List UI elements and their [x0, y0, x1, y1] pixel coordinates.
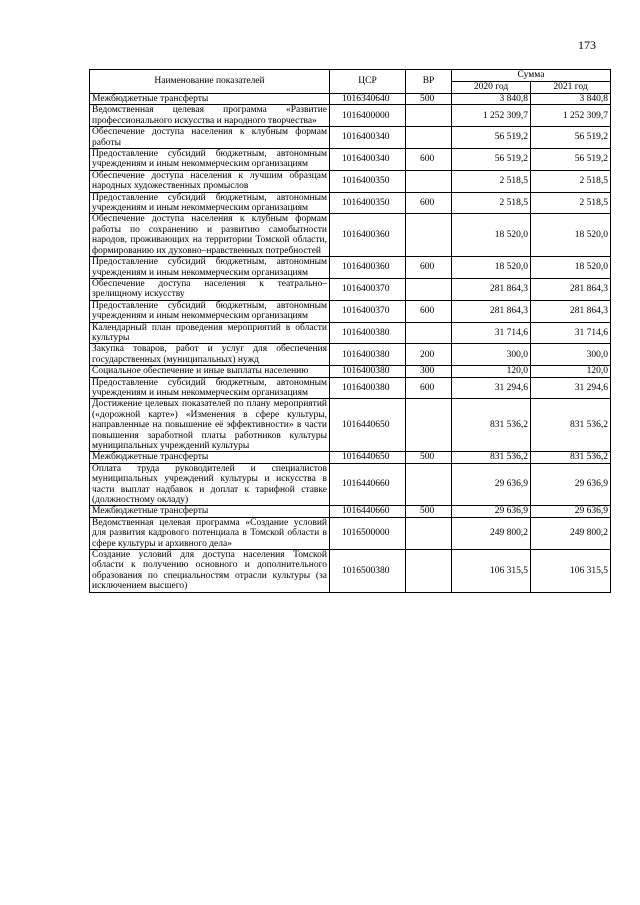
row-2021: 2 518,5: [531, 170, 611, 192]
table-row: [90, 94, 611, 105]
row-2020: 2 518,5: [452, 170, 531, 192]
row-csr: 1016440650: [330, 452, 406, 463]
row-vr: 500: [406, 94, 452, 105]
row-2021: 120,0: [531, 366, 611, 377]
row-2020: 56 519,2: [452, 149, 531, 171]
row-2020: 18 520,0: [452, 214, 531, 257]
row-name: Межбюджетные трансферты: [90, 452, 330, 463]
row-vr: [406, 550, 452, 593]
header-2020: 2020 год: [452, 82, 531, 94]
table-body: [90, 94, 611, 593]
table-row: [90, 506, 611, 517]
row-name: Предоставление субсидий бюджетным, автономным учреждениям и иным некоммерческим организациям: [90, 149, 330, 171]
row-vr: 600: [406, 300, 452, 322]
row-2021: 300,0: [531, 344, 611, 366]
table-row: [90, 105, 611, 127]
row-csr: 1016400340: [330, 149, 406, 171]
row-csr: 1016340640: [330, 94, 406, 105]
table-row: [90, 214, 611, 257]
table-row: [90, 452, 611, 463]
table-row: [90, 377, 611, 399]
table-row: [90, 170, 611, 192]
row-vr: [406, 399, 452, 452]
row-2020: 31 714,6: [452, 322, 531, 344]
table-row: [90, 192, 611, 214]
row-2020: 3 840,8: [452, 94, 531, 105]
row-2021: 31 714,6: [531, 322, 611, 344]
table-row: [90, 366, 611, 377]
table-row: [90, 278, 611, 300]
row-vr: [406, 278, 452, 300]
row-2020: 300,0: [452, 344, 531, 366]
row-2020: 2 518,5: [452, 192, 531, 214]
header-2021: 2021 год: [531, 82, 611, 94]
row-2020: 1 252 309,7: [452, 105, 531, 127]
row-name: Предоставление субсидий бюджетным, автономным учреждениям и иным некоммерческим организациям: [90, 377, 330, 399]
row-2020: 249 800,2: [452, 517, 531, 549]
row-2021: 831 536,2: [531, 399, 611, 452]
row-name: Обеспечение доступа населения к клубным формам работы по сохранению и развитию самобытности народов, проживающих на территории Томской области, формированию их духовно–нравственных потребностей: [90, 214, 330, 257]
row-2021: 281 864,3: [531, 278, 611, 300]
row-2020: 56 519,2: [452, 127, 531, 149]
row-csr: 1016400370: [330, 278, 406, 300]
row-2021: 281 864,3: [531, 300, 611, 322]
row-2020: 29 636,9: [452, 463, 531, 506]
header-row-top: [90, 70, 611, 82]
budget-table: [89, 69, 611, 593]
table-row: [90, 344, 611, 366]
table-row: [90, 550, 611, 593]
row-name: Межбюджетные трансферты: [90, 506, 330, 517]
table-row: [90, 517, 611, 549]
row-name: Закупка товаров, работ и услуг для обеспечения государственных (муниципальных) нужд: [90, 344, 330, 366]
row-vr: [406, 322, 452, 344]
row-name: Календарный план проведения мероприятий в области культуры: [90, 322, 330, 344]
row-2020: 281 864,3: [452, 278, 531, 300]
row-csr: 1016400380: [330, 366, 406, 377]
row-csr: 1016400380: [330, 322, 406, 344]
row-name: Оплата труда руководителей и специалистов муниципальных учреждений культуры и искусства в части выплат надбавок и доплат к тарифной ставке (должностному окладу): [90, 463, 330, 506]
row-name: Социальное обеспечение и иные выплаты населению: [90, 366, 330, 377]
row-2021: 1 252 309,7: [531, 105, 611, 127]
row-2021: 18 520,0: [531, 214, 611, 257]
row-vr: 600: [406, 257, 452, 279]
row-vr: [406, 105, 452, 127]
row-vr: [406, 214, 452, 257]
row-csr: 1016400380: [330, 377, 406, 399]
row-vr: [406, 127, 452, 149]
row-vr: 200: [406, 344, 452, 366]
row-csr: 1016400370: [330, 300, 406, 322]
row-csr: 1016440650: [330, 399, 406, 452]
row-csr: 1016500000: [330, 517, 406, 549]
row-2020: 831 536,2: [452, 452, 531, 463]
row-name: Предоставление субсидий бюджетным, автономным учреждениям и иным некоммерческим организациям: [90, 192, 330, 214]
row-2021: 18 520,0: [531, 257, 611, 279]
row-2020: 831 536,2: [452, 399, 531, 452]
row-vr: [406, 517, 452, 549]
row-2020: 18 520,0: [452, 257, 531, 279]
row-name: Ведомственная целевая программа «Развитие профессионального искусства и народного творчества»: [90, 105, 330, 127]
row-vr: 600: [406, 192, 452, 214]
row-csr: 1016400380: [330, 344, 406, 366]
row-2020: 281 864,3: [452, 300, 531, 322]
row-2021: 3 840,8: [531, 94, 611, 105]
row-vr: 600: [406, 149, 452, 171]
row-2021: 29 636,9: [531, 463, 611, 506]
row-2021: 56 519,2: [531, 149, 611, 171]
row-name: Достижение целевых показателей по плану мероприятий («дорожной карте») «Изменения в сфере культуры, направленные на повышение её эффективности» в части повышения заработной платы работников культуры муниципальных учреждений культуры: [90, 399, 330, 452]
table-row: [90, 257, 611, 279]
header-name: Наименование показателей: [90, 70, 330, 94]
row-2021: 831 536,2: [531, 452, 611, 463]
row-name: Предоставление субсидий бюджетным, автономным учреждениям и иным некоммерческим организациям: [90, 300, 330, 322]
row-name: Ведомственная целевая программа «Создание условий для развития кадрового потенциала в Томской области в сфере культуры и архивного дела»: [90, 517, 330, 549]
row-csr: 1016440660: [330, 506, 406, 517]
row-2021: 56 519,2: [531, 127, 611, 149]
row-vr: [406, 170, 452, 192]
row-csr: 1016400340: [330, 127, 406, 149]
row-2020: 120,0: [452, 366, 531, 377]
row-vr: 300: [406, 366, 452, 377]
row-name: Предоставление субсидий бюджетным, автономным учреждениям и иным некоммерческим организациям: [90, 257, 330, 279]
row-2021: 2 518,5: [531, 192, 611, 214]
table-row: [90, 399, 611, 452]
row-csr: 1016400350: [330, 192, 406, 214]
header-vr: ВР: [406, 70, 452, 94]
row-csr: 1016500380: [330, 550, 406, 593]
table-row: [90, 149, 611, 171]
row-csr: 1016440660: [330, 463, 406, 506]
header-sum: Сумма: [452, 70, 611, 82]
row-2021: 106 315,5: [531, 550, 611, 593]
row-2020: 29 636,9: [452, 506, 531, 517]
row-name: Обеспечение доступа населения к клубным формам работы: [90, 127, 330, 149]
page-number: 173: [578, 38, 596, 52]
row-vr: 500: [406, 452, 452, 463]
row-name: Обеспечение доступа населения к лучшим образцам народных художественных промыслов: [90, 170, 330, 192]
table-row: [90, 300, 611, 322]
row-2020: 31 294,6: [452, 377, 531, 399]
row-csr: 1016400350: [330, 170, 406, 192]
row-2021: 249 800,2: [531, 517, 611, 549]
row-vr: 500: [406, 506, 452, 517]
table-row: [90, 463, 611, 506]
row-name: Обеспечение доступа населения к театрально–зрелищному искусству: [90, 278, 330, 300]
row-2020: 106 315,5: [452, 550, 531, 593]
row-vr: [406, 463, 452, 506]
header-csr: ЦСР: [330, 70, 406, 94]
row-2021: 29 636,9: [531, 506, 611, 517]
row-csr: 1016400360: [330, 257, 406, 279]
table-row: [90, 127, 611, 149]
table-row: [90, 322, 611, 344]
row-name: Создание условий для доступа населения Томской области к получению основного и дополнительного образования по специальностям отрасли культуры (за исключением высшего): [90, 550, 330, 593]
row-csr: 1016400360: [330, 214, 406, 257]
row-2021: 31 294,6: [531, 377, 611, 399]
row-csr: 1016400000: [330, 105, 406, 127]
row-name: Межбюджетные трансферты: [90, 94, 330, 105]
row-vr: 600: [406, 377, 452, 399]
